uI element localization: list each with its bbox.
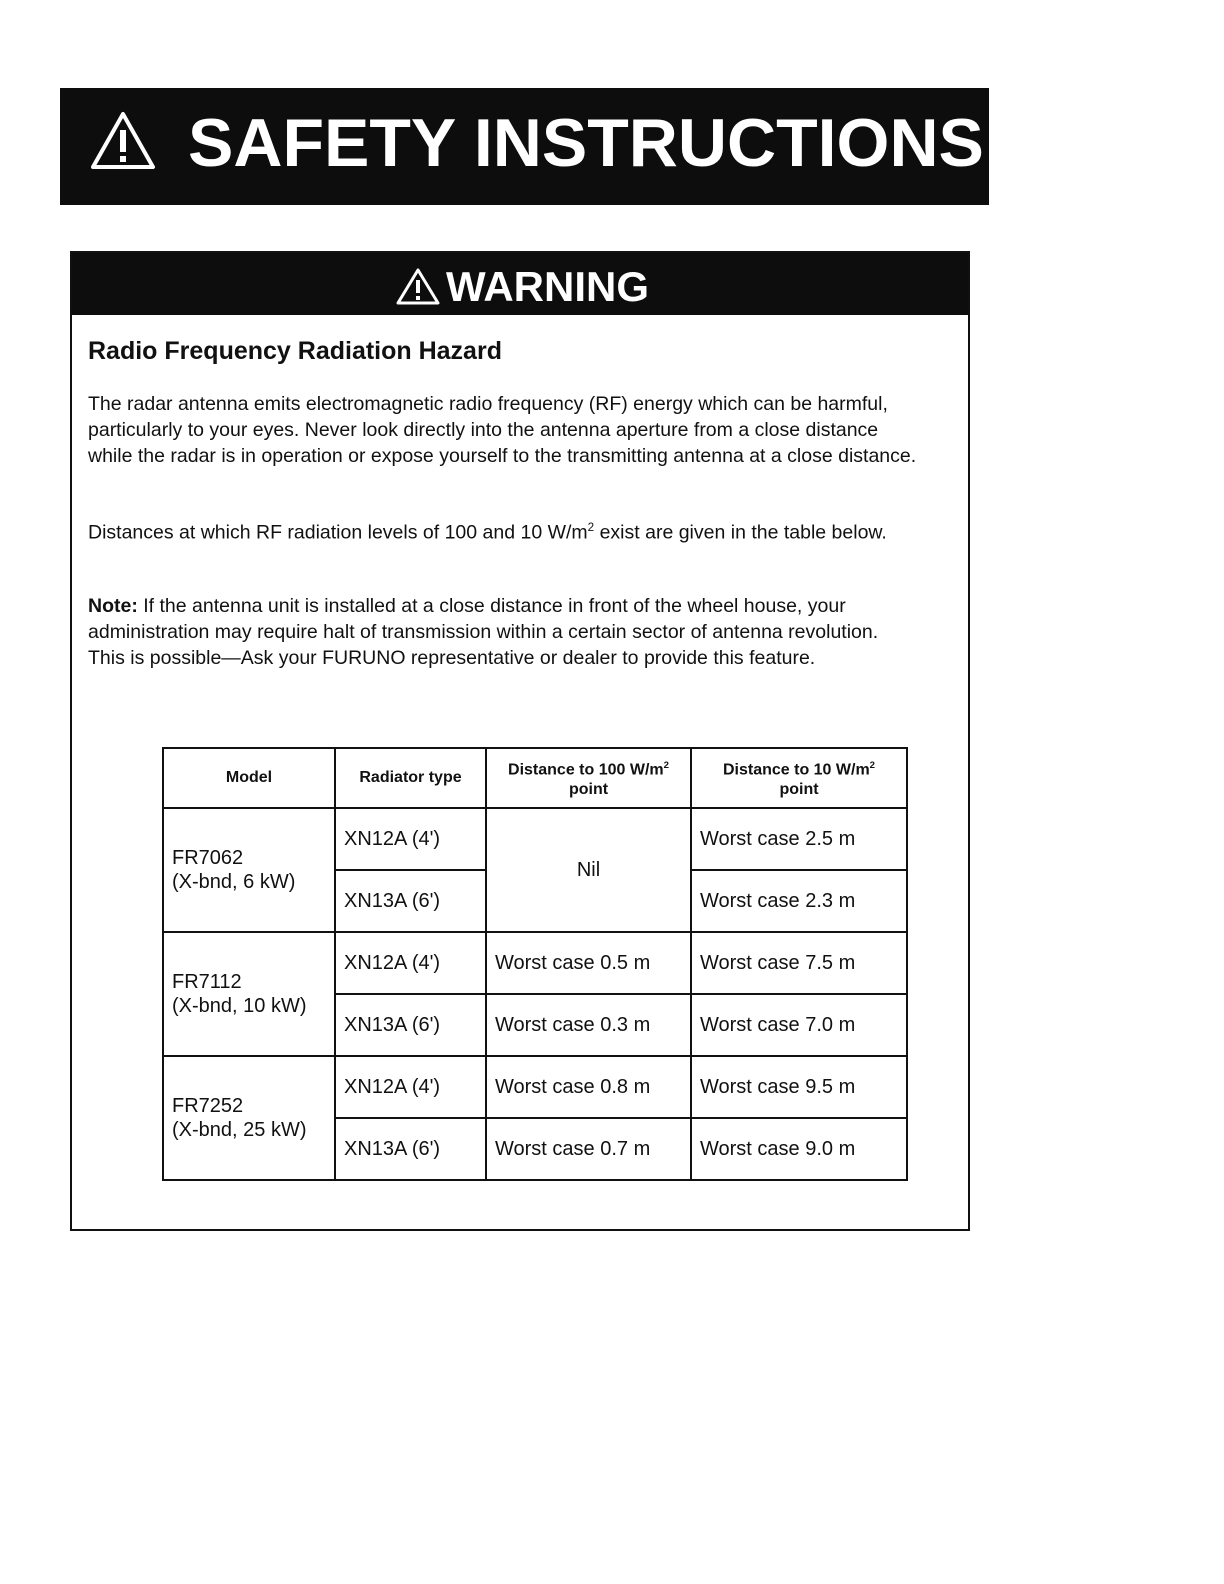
model-name: FR7062 — [172, 847, 244, 869]
model-spec: (X-bnd, 6 kW) — [172, 871, 296, 893]
paragraph-rf-energy: The radar antenna emits electromagnetic radio frequency (RF) energy which can be harmful, particularly to your eyes. Never look directly into the antenna aperture from a close distance while the radar is in operation or expose yourself to the transmitting antenna at a close distance. — [88, 393, 917, 467]
model-spec: (X-bnd, 10 kW) — [172, 995, 307, 1017]
distance-10-cell: Worst case 7.0 m — [691, 994, 907, 1056]
distance-10-cell: Worst case 2.3 m — [691, 870, 907, 932]
distance-10-cell: Worst case 9.5 m — [691, 1056, 907, 1118]
distance-10-cell: Worst case 9.0 m — [691, 1118, 907, 1180]
distance-100-cell: Worst case 0.3 m — [486, 994, 691, 1056]
note-paragraph — [88, 593, 918, 671]
radiator-cell: XN13A (6') — [335, 994, 486, 1056]
distance-10-cell: Worst case 2.5 m — [691, 808, 907, 870]
warning-header — [72, 253, 968, 315]
distance-100-cell: Worst case 0.5 m — [486, 932, 691, 994]
table-row — [163, 808, 907, 870]
rf-distance-table — [162, 747, 908, 1181]
page-title: SAFETY INSTRUCTIONS — [188, 105, 984, 181]
model-name: FR7112 — [172, 971, 242, 993]
header-distance-100-text: Distance to 100 W/m — [508, 761, 664, 779]
radiator-cell: XN13A (6') — [335, 870, 486, 932]
model-cell — [163, 808, 335, 932]
model-cell — [163, 932, 335, 1056]
warning-label: WARNING — [446, 263, 649, 310]
radiator-cell: XN13A (6') — [335, 1118, 486, 1180]
warning-triangle-icon — [90, 110, 156, 170]
paragraph-distances-text: Distances at which RF radiation levels of 100 and 10 W/m — [88, 521, 588, 544]
warning-triangle-icon — [396, 267, 440, 305]
header-radiator-type: Radiator type — [335, 748, 486, 808]
radiator-cell: XN12A (4') — [335, 808, 486, 870]
model-cell — [163, 1056, 335, 1180]
radiator-cell: XN12A (4') — [335, 1056, 486, 1118]
paragraph-distances-text-end: exist are given in the table below. — [594, 521, 887, 544]
distance-10-cell: Worst case 7.5 m — [691, 932, 907, 994]
header-distance-100 — [486, 748, 691, 808]
header-model: Model — [163, 748, 335, 808]
header-distance-10-point: point — [779, 781, 819, 799]
warning-box — [70, 251, 970, 1231]
distance-100-cell: Nil — [486, 808, 691, 932]
superscript: 2 — [587, 521, 595, 534]
header-distance-100-point: point — [568, 781, 609, 799]
table-row — [163, 1056, 907, 1118]
note-label: Note: — [88, 595, 138, 617]
note-text: If the antenna unit is installed at a close distance in front of the wheel house, your administration may require halt of transmission within a certain sector of antenna revolution. This is possible—Ask your FURUNO representative or dealer to provide this feature. — [88, 595, 879, 669]
model-spec: (X-bnd, 25 kW) — [172, 1119, 307, 1141]
safety-banner — [60, 88, 989, 205]
header-distance-10 — [691, 748, 907, 808]
superscript: 2 — [663, 759, 669, 771]
header-distance-10-text: Distance to 10 W/m — [722, 761, 870, 779]
model-name: FR7252 — [172, 1095, 244, 1117]
paragraph-distances — [88, 515, 918, 546]
superscript: 2 — [869, 759, 876, 771]
distance-100-cell: Worst case 0.7 m — [486, 1118, 691, 1180]
table-row — [163, 932, 907, 994]
hazard-title: Radio Frequency Radiation Hazard — [88, 337, 502, 365]
radiator-cell: XN12A (4') — [335, 932, 486, 994]
distance-100-cell: Worst case 0.8 m — [486, 1056, 691, 1118]
table-header-row — [163, 748, 907, 808]
